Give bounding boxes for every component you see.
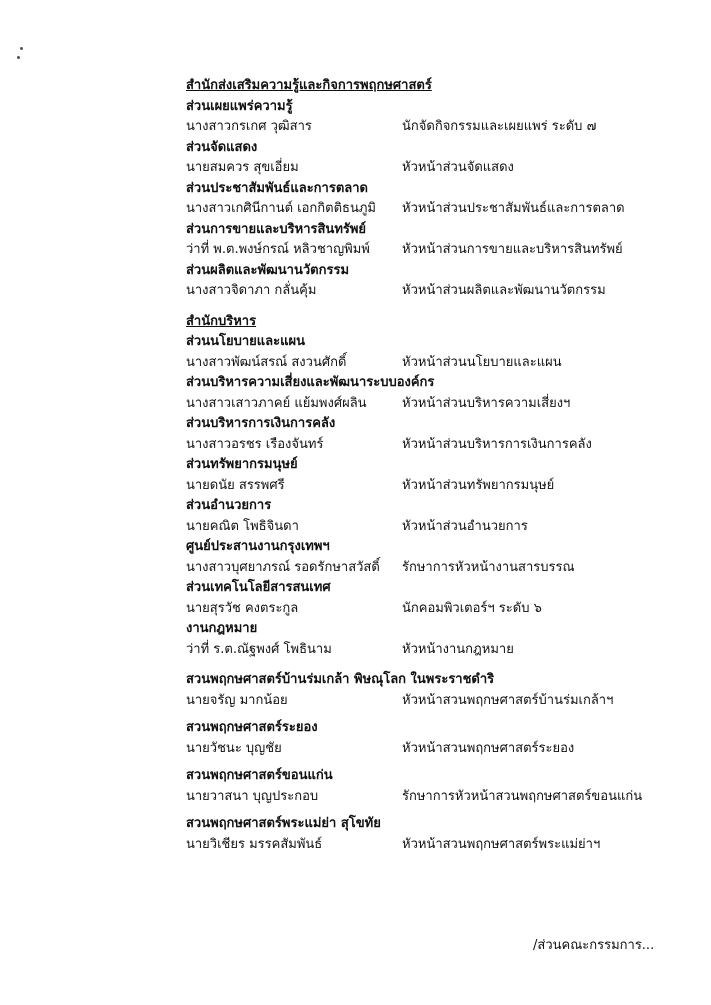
unit-heading: ส่วนเผยแพร่ความรู้ [186,98,293,114]
person-role: หัวหน้าส่วนบริหารความเสี่ยงฯ [402,395,571,411]
person-role: หัวหน้าส่วนนโยบายและแผน [402,354,562,370]
person-role: รักษาการหัวหน้างานสารบรรณ [402,559,575,575]
person-role: หัวหน้าสวนพฤกษศาสตร์บ้านร่มเกล้าฯ [402,692,614,708]
person-name: นายดนัย สรรพศรี [186,477,285,493]
unit-heading: ส่วนบริหารความเสี่ยงและพัฒนาระบบองค์กร [186,375,435,390]
scan-mark [20,47,23,50]
person-row [186,435,686,456]
unit-heading: ส่วนทรัพยากรมนุษย์ [186,457,298,472]
person-role: หัวหน้าส่วนผลิตและพัฒนานวัตกรรม [402,283,606,298]
person-name: นายสุรวัช คงตระกูล [186,600,299,616]
person-name: นางสาวกรเกศ วุฒิสาร [186,119,312,134]
person-role: หัวหน้าส่วนอำนวยการ [402,518,528,534]
person-row [186,199,686,220]
person-row [186,691,686,712]
person-name: นายวัชนะ บุญชัย [186,740,282,756]
unit-heading: ส่วนจัดแสดง [186,139,258,155]
unit-heading: ส่วนการขายและบริหารสินทรัพย์ [186,221,367,237]
section-title: สำนักบริหาร [186,313,257,329]
unit-heading: ส่วนบริหารการเงินการคลัง [186,416,336,431]
person-role: หัวหน้าสวนพฤกษศาสตร์ระยอง [402,740,575,756]
person-name: นางสาวบุศยาภรณ์ รอดรักษาสวัสดิ์ [186,559,380,575]
person-role: นักจัดกิจกรรมและเผยแพร่ ระดับ ๗ [402,119,597,134]
person-role: หัวหน้าสวนพฤกษศาสตร์พระแม่ย่าฯ [402,836,601,852]
person-row [186,281,686,302]
person-name: นายสมควร สุขเอี่ยม [186,160,299,175]
person-name: นางสาวอรชร เรืองจันทร์ [186,436,324,452]
person-row [186,787,686,808]
person-row [186,158,686,179]
document-body [186,76,686,855]
unit-heading: ส่วนประชาสัมพันธ์และการตลาด [186,180,368,196]
person-row [186,117,686,138]
garden-heading: สวนพฤกษศาสตร์พระแม่ย่า สุโขทัย [186,816,381,831]
section-title: สำนักส่งเสริมความรู้และกิจการพฤกษศาสตร์ [186,78,432,93]
person-name: นางสาวเสาวภาคย์ แย้มพงศ์ผลิน [186,395,367,411]
person-role: หัวหน้าส่วนการขายและบริหารสินทรัพย์ [402,242,623,257]
person-row [186,394,686,415]
person-name: นายวิเชียร มรรคสัมพันธ์ [186,836,323,852]
person-name: นางสาวจิดาภา กลั่นคุ้ม [186,283,317,298]
person-role: หัวหน้าส่วนบริหารการเงินการคลัง [402,436,592,452]
person-name: นายวาสนา บุญประกอบ [186,788,319,804]
unit-heading: งานกฎหมาย [186,621,258,636]
person-role: หัวหน้างานกฎหมาย [402,641,514,657]
person-row [186,353,686,374]
unit-heading: ส่วนเทคโนโลยีสารสนเทศ [186,580,331,595]
person-name: นายคณิต โพธิจินดา [186,518,299,534]
person-row [186,599,686,620]
garden-heading: สวนพฤกษศาสตร์ระยอง [186,720,318,735]
person-role: หัวหน้าส่วนทรัพยากรมนุษย์ [402,477,555,493]
person-name: นายจรัญ มากน้อย [186,692,288,708]
person-row [186,640,686,661]
person-row [186,517,686,538]
person-row [186,240,686,261]
garden-heading: สวนพฤกษศาสตร์บ้านร่มเกล้า พิษณุโลก ในพระราชดำริ [186,672,495,687]
person-name: นางสาวพัฒน์สรณ์ สงวนศักดิ์ [186,354,347,370]
scan-mark [17,56,20,59]
continuation-note: /ส่วนคณะกรรมการ... [533,938,655,953]
person-role: นักคอมพิวเตอร์ฯ ระดับ ๖ [402,600,542,616]
person-row [186,558,686,579]
person-name: ว่าที่ พ.ต.พงษ์กรณ์ หลิวชาญพิมพ์ [186,242,370,257]
garden-heading: สวนพฤกษศาสตร์ขอนแก่น [186,768,333,783]
unit-heading: ส่วนอำนวยการ [186,498,272,513]
person-row [186,739,686,760]
unit-heading: ศูนย์ประสานงานกรุงเทพฯ [186,539,330,554]
person-role: หัวหน้าส่วนประชาสัมพันธ์และการตลาด [402,201,625,216]
person-row [186,835,686,856]
person-name: นางสาวเกศินีกานต์ เอกกิตติธนภูมิ [186,201,376,216]
unit-heading: ส่วนนโยบายและแผน [186,334,305,349]
person-row [186,476,686,497]
unit-heading: ส่วนผลิตและพัฒนานวัตกรรม [186,262,350,278]
person-role: รักษาการหัวหน้าสวนพฤกษศาสตร์ขอนแก่น [402,788,643,804]
person-role: หัวหน้าส่วนจัดแสดง [402,160,514,175]
person-name: ว่าที่ ร.ต.ณัฐพงศ์ โพธินาม [186,641,332,657]
